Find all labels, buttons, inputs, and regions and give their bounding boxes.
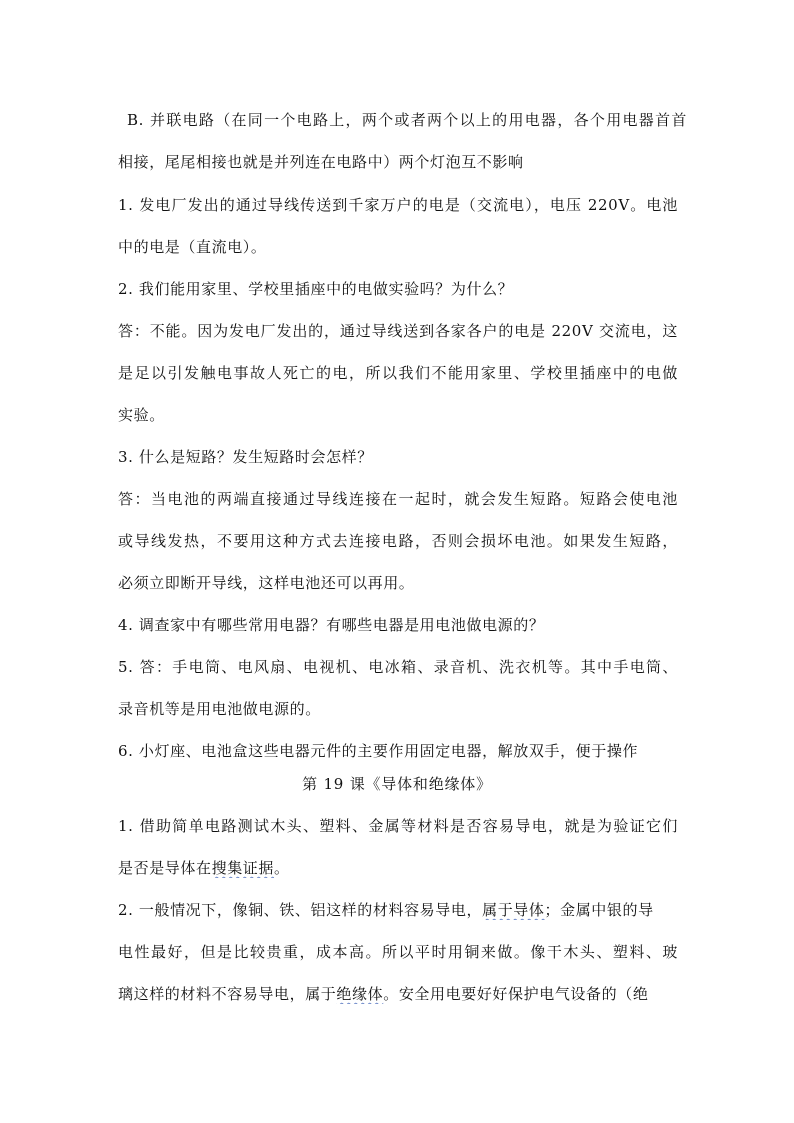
lesson-line-2-prefix: 是否是导体在 bbox=[118, 859, 212, 877]
text-line-3: 1. 发电厂发出的通过导线传送到千家万户的电是（交流电），电压 220V。电池 bbox=[118, 196, 678, 214]
underlined-term-insulator: 绝缘体 bbox=[336, 985, 384, 1003]
text-line-16: 6. 小灯座、电池盒这些电器元件的主要作用固定电器，解放双手，便于操作 bbox=[118, 742, 639, 760]
lesson-line-2 bbox=[118, 858, 678, 878]
text-line-4: 中的电是（直流电）。 bbox=[118, 238, 267, 256]
lesson-line-5-suffix-b: 安全用电要好好保护电气设备的（绝 bbox=[398, 985, 649, 1003]
lesson-line-1: 1. 借助简单电路测试木头、塑料、金属等材料是否容易导电，就是为验证它们 bbox=[118, 817, 678, 835]
text-line-12: 必须立即断开导线，这样电池还可以再用。 bbox=[118, 574, 415, 592]
underlined-term-conductor: 属于导体 bbox=[482, 901, 545, 919]
text-line-1: B. 并联电路（在同一个电路上，两个或者两个以上的用电器，各个用电器首首 bbox=[127, 111, 687, 129]
lesson-line-4: 电性最好，但是比较贵重，成本高。所以平时用铜来做。像干木头、塑料、玻 bbox=[118, 943, 678, 961]
text-line-2: 相接，尾尾相接也就是并列连在电路中）两个灯泡互不影响 bbox=[118, 153, 524, 171]
lesson-line-3 bbox=[118, 900, 678, 920]
text-line-10: 答：当电池的两端直接通过导线连接在一起时，就会发生短路。短路会使电池 bbox=[118, 490, 678, 508]
lesson-line-5 bbox=[118, 984, 678, 1004]
text-line-7: 是足以引发触电事故人死亡的电，所以我们不能用家里、学校里插座中的电做 bbox=[118, 364, 678, 382]
text-line-9: 3. 什么是短路？发生短路时会怎样？ bbox=[118, 448, 373, 466]
text-line-14: 5. 答：手电筒、电风扇、电视机、电冰箱、录音机、洗衣机等。其中手电筒、 bbox=[118, 658, 678, 676]
lesson-title: 第 19 课《导体和绝缘体》 bbox=[302, 775, 492, 793]
lesson-line-5-suffix-a: 。 bbox=[383, 985, 399, 1003]
text-line-13: 4. 调查家中有哪些常用电器？有哪些电器是用电池做电源的？ bbox=[118, 616, 545, 634]
text-line-6: 答：不能。因为发电厂发出的，通过导线送到各家各户的电是 220V 交流电，这 bbox=[118, 322, 678, 340]
underlined-term-collect-evidence: 搜集证据 bbox=[211, 859, 275, 877]
lesson-line-3-suffix: ；金属中银的导 bbox=[544, 901, 654, 919]
lesson-line-3-prefix: 2. 一般情况下，像铜、铁、铝这样的材料容易导电， bbox=[118, 901, 483, 919]
lesson-line-5-prefix: 璃这样的材料不容易导电，属于 bbox=[118, 985, 337, 1003]
text-line-15: 录音机等是用电池做电源的。 bbox=[118, 700, 321, 718]
text-line-11: 或导线发热，不要用这种方式去连接电路，否则会损坏电池。如果发生短路， bbox=[118, 532, 678, 550]
text-line-8: 实验。 bbox=[118, 406, 165, 424]
lesson-line-2-suffix: 。 bbox=[274, 859, 290, 877]
text-line-5: 2. 我们能用家里、学校里插座中的电做实验吗？为什么？ bbox=[118, 280, 514, 298]
